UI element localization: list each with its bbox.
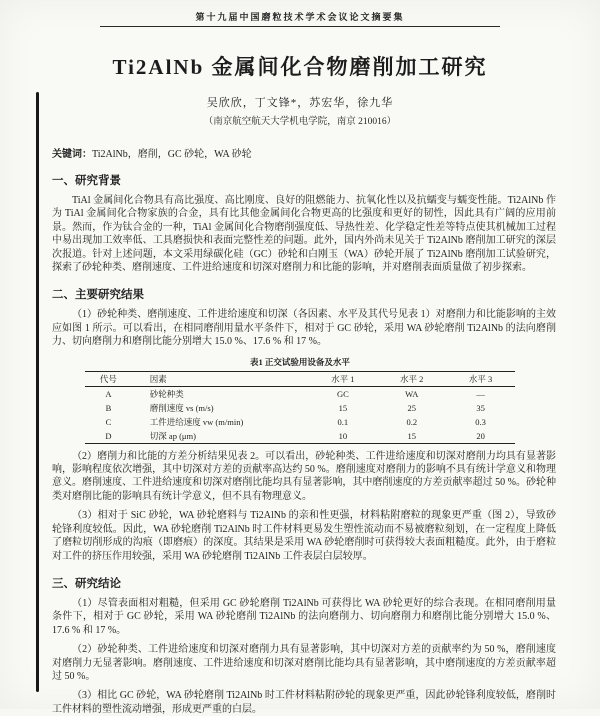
table-header-level3: 水平 3 bbox=[468, 373, 493, 384]
table-cell: 0.3 bbox=[475, 416, 486, 427]
table-cell: 15 bbox=[338, 402, 348, 413]
table-header-code: 代号 bbox=[99, 373, 117, 384]
table-header-level1: 水平 1 bbox=[331, 373, 355, 384]
table-cell: 磨削速度 vs (m/s) bbox=[149, 402, 214, 413]
keywords-label: 关键词： bbox=[52, 149, 92, 160]
table-body bbox=[85, 386, 515, 443]
conclusion-paragraph-1: （1）尽管表面相对粗糙，但采用 GC 砂轮磨削 Ti2AlNb 可获得比 WA 砂轮更好的综合表现。在相同磨削用量条件下，相对于 GC 砂轮，采用 WA 砂轮磨削 Ti2AlNb 的法向磨削力、切向磨削力和磨削比能分别增大 15.0 %、17.6 % 和 17 %。 bbox=[52, 597, 556, 636]
conference-header-text: 第十九届中国磨粒技术学术会议论文摘要集 bbox=[195, 12, 405, 22]
table-header-row bbox=[85, 371, 515, 386]
table-row bbox=[85, 429, 515, 444]
table-cell: C bbox=[105, 416, 112, 427]
table-row bbox=[85, 415, 515, 429]
table-cell: 10 bbox=[338, 430, 348, 441]
table-header-factor: 因素 bbox=[149, 373, 167, 384]
paper-title: Ti2AlNb 金属间化合物磨削加工研究 bbox=[112, 55, 488, 79]
keywords-text: Ti2AlNb，磨削，GC 砂轮，WA 砂轮 bbox=[92, 149, 252, 160]
orthogonal-experiment-table bbox=[85, 371, 515, 444]
table-head bbox=[85, 371, 515, 386]
affiliation-line: （南京航空航天大学机电学院，南京 210016） bbox=[203, 117, 397, 127]
table-cell: 工件进给速度 vw (m/min) bbox=[149, 416, 244, 427]
table-cell: 0.1 bbox=[337, 416, 349, 427]
table-caption: 表1 正交试验用设备及水平 bbox=[250, 356, 350, 367]
section-heading-background: 一、研究背景 bbox=[52, 175, 121, 187]
results-paragraph-3: （3）相对于 SiC 砂轮，WA 砂轮磨料与 Ti2AlNb 的亲和性更强，材料粘附磨粒的现象更严重（图 2），导致砂轮锋利度较低。因此，WA 砂轮磨削 Ti2AlNb 时工件材料更易发生塑性流动而不易被磨粒刻划，在一定程度上降低了磨粒切削形成的沟痕（即磨痕）的深度。其结果是采用 WA 砂轮磨削时可获得较大表面粗糙度。此外，由于磨粒对工件的挤压作用较强，采用 WA 砂轮磨削 Ti2AlNb 工件表层白层较厚。 bbox=[52, 510, 556, 562]
table-cell: GC bbox=[336, 388, 349, 399]
conclusion-paragraph-3: （3）相比 GC 砂轮，WA 砂轮磨削 Ti2AlNb 时工件材料粘附砂轮的现象更严重，因此砂轮锋利度较低，磨削时工件材料的塑性流动增强，形成更严重的白层。 bbox=[52, 690, 556, 715]
table-header-level2: 水平 2 bbox=[400, 373, 424, 384]
background-paragraph: TiAl 金属间化合物具有高比强度、高比刚度、良好的阻燃能力、抗氧化性以及抗蠕变与蠕变性能。Ti2AlNb 作为 TiAl 金属间化合物家族的合金，具有比其他金属间化合物更高的比强度和更好的韧性，因此具有广阔的应用前景。然而，作为钛合金的一种，TiAl 金属间化合物磨削强度低、导热性差、化学稳定性差等特点使其机械加工过程中易出现加工效率低、工具磨损快和表面完整性差的问题。此外，国内外尚未见关于 Ti2AlNb 磨削加工研究的深层次报道。针对上述问题，本文采用绿碳化硅（GC）砂轮和白刚玉（WA）砂轮开展了 Ti2AlNb 磨削加工试验研究，探索了砂轮种类、磨削速度、工件进给速度和切深对磨削力和比能的影响，并对磨削表面质量做了初步探索。 bbox=[52, 195, 556, 274]
table-cell: 35 bbox=[476, 402, 485, 413]
page-header bbox=[100, 10, 500, 27]
section-heading-conclusions: 三、研究结论 bbox=[52, 577, 121, 590]
results-paragraph-1: （1）砂轮种类、磨削速度、工件进给速度和切深（各因素、水平及其代号见表 1）对磨削力和比能影响的主效应如图 1 所示。可以看出，在相同磨削用量水平条件下，相对于 GC 砂轮，采用 WA 砂轮磨削 Ti2AlNb 的法向磨削力、切向磨削力和磨削比能分别增大 15.0 %、17.6 % 和 17 %。 bbox=[52, 309, 556, 348]
table-cell: A bbox=[105, 388, 112, 399]
table-row bbox=[85, 386, 515, 401]
keywords-line bbox=[52, 145, 556, 160]
table-cell: 25 bbox=[407, 402, 416, 413]
table-cell: D bbox=[105, 430, 112, 441]
table-row bbox=[85, 401, 515, 415]
scan-artifact-line bbox=[36, 92, 39, 692]
conclusion-paragraph-2: （2）砂轮种类、工件进给速度和切深对磨削力具有显著影响，其中切深对方差的贡献率约为 50 %，磨削速度对磨削力无显著影响。磨削速度、工件进给速度和切深对磨削比能均具有显著影响，其中磨削速度的方差贡献率超过 50 %。 bbox=[52, 644, 556, 682]
table-cell: 切深 ap (μm) bbox=[149, 430, 196, 441]
authors-line: 吴欣欣，丁文锋*，苏宏华，徐九华 bbox=[206, 97, 394, 109]
table-cell: 0.2 bbox=[406, 416, 418, 427]
table-cell: B bbox=[105, 402, 112, 413]
table-cell: 20 bbox=[476, 430, 485, 441]
table-cell: 砂轮种类 bbox=[149, 388, 184, 399]
section-heading-results: 二、主要研究结果 bbox=[52, 289, 144, 302]
table-cell: WA bbox=[405, 388, 419, 399]
table-cell: — bbox=[476, 388, 485, 399]
results-paragraph-2: （2）磨削力和比能的方差分析结果见表 2。可以看出，砂轮种类、工件进给速度和切深对磨削力均具有显著影响，影响程度依次增强，其中切深对方差的贡献率高达约 50 %。磨削速度对磨削力的影响不具有统计学意义和物理意义。磨削速度、工件进给速度和切深对磨削比能均具有显著影响，其中磨削速度的方差贡献率超过 50 %。砂轮种类对磨削比能的影响具有统计学意义，但不具有物理意义。 bbox=[52, 450, 556, 502]
table-cell: 15 bbox=[407, 430, 416, 441]
